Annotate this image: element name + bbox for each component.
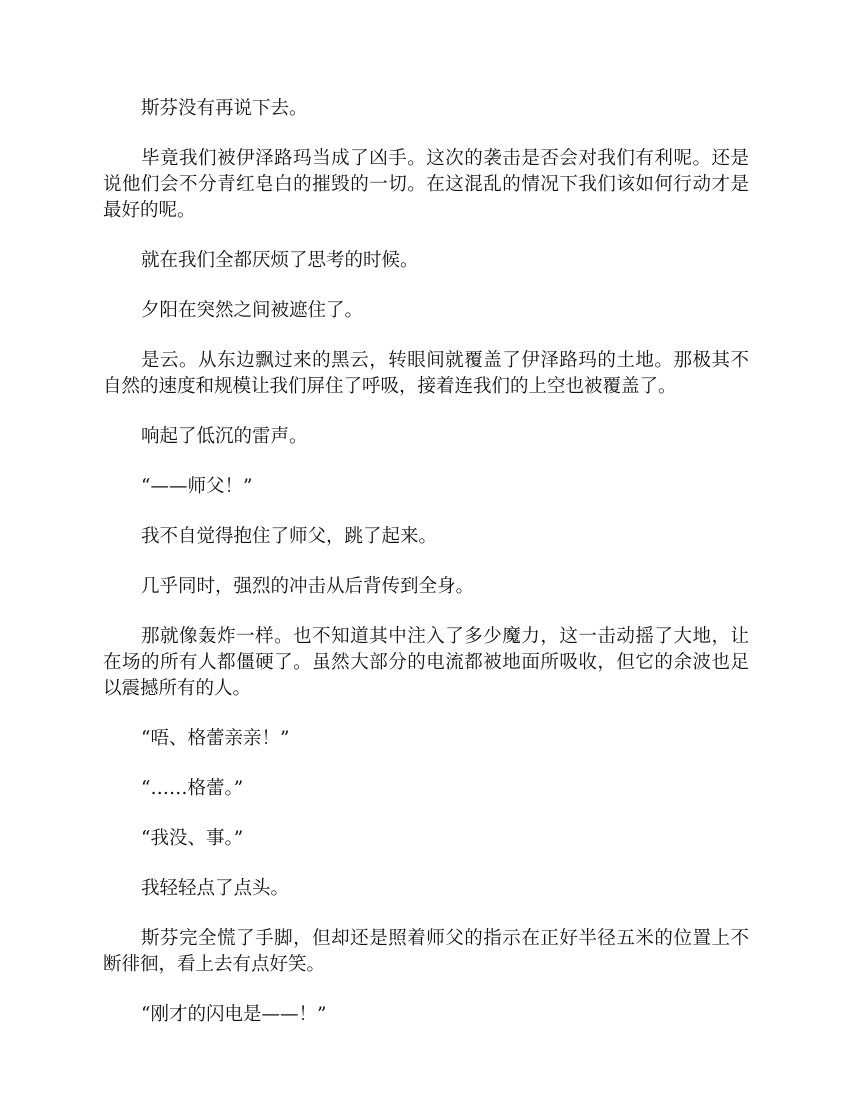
paragraph: 是云。从东边飘过来的黑云，转眼间就覆盖了伊泽路玛的土地。那极其不自然的速度和规模让我们屏住了呼吸，接着连我们的上空也被覆盖了。: [103, 350, 749, 397]
paragraph: 斯芬完全慌了手脚，但却还是照着师父的指示在正好半径五米的位置上不断徘徊，看上去有点好笑。: [103, 928, 749, 975]
paragraph: 就在我们全都厌烦了思考的时候。: [141, 250, 419, 271]
paragraph: 斯芬没有再说下去。: [141, 98, 308, 119]
dialogue-line: “——师父！”: [141, 476, 253, 497]
paragraph: 我不自觉得抱住了师父，跳了起来。: [141, 526, 438, 547]
paragraph: 毕竟我们被伊泽路玛当成了凶手。这次的袭击是否会对我们有利呢。还是说他们会不分青红皂白的摧毁的一切。在这混乱的情况下我们该如何行动才是最好的呢。: [103, 148, 749, 221]
document-body: [103, 96, 749, 1052]
paragraph: 我轻轻点了点头。: [141, 878, 290, 899]
dialogue-line: “刚才的闪电是——！”: [141, 1004, 327, 1025]
dialogue-line: “唔、格蕾亲亲！”: [141, 728, 290, 749]
dialogue-line: “我没、事。”: [141, 828, 244, 849]
paragraph: 几乎同时，强烈的冲击从后背传到全身。: [141, 576, 475, 597]
dialogue-line: “……格蕾。”: [141, 778, 244, 799]
paragraph: 响起了低沉的雷声。: [141, 426, 308, 447]
paragraph: 夕阳在突然之间被遮住了。: [141, 300, 364, 321]
paragraph: 那就像轰炸一样。也不知道其中注入了多少魔力，这一击动摇了大地，让在场的所有人都僵硬了。虽然大部分的电流都被地面所吸收，但它的余波也足以震撼所有的人。: [103, 626, 749, 699]
